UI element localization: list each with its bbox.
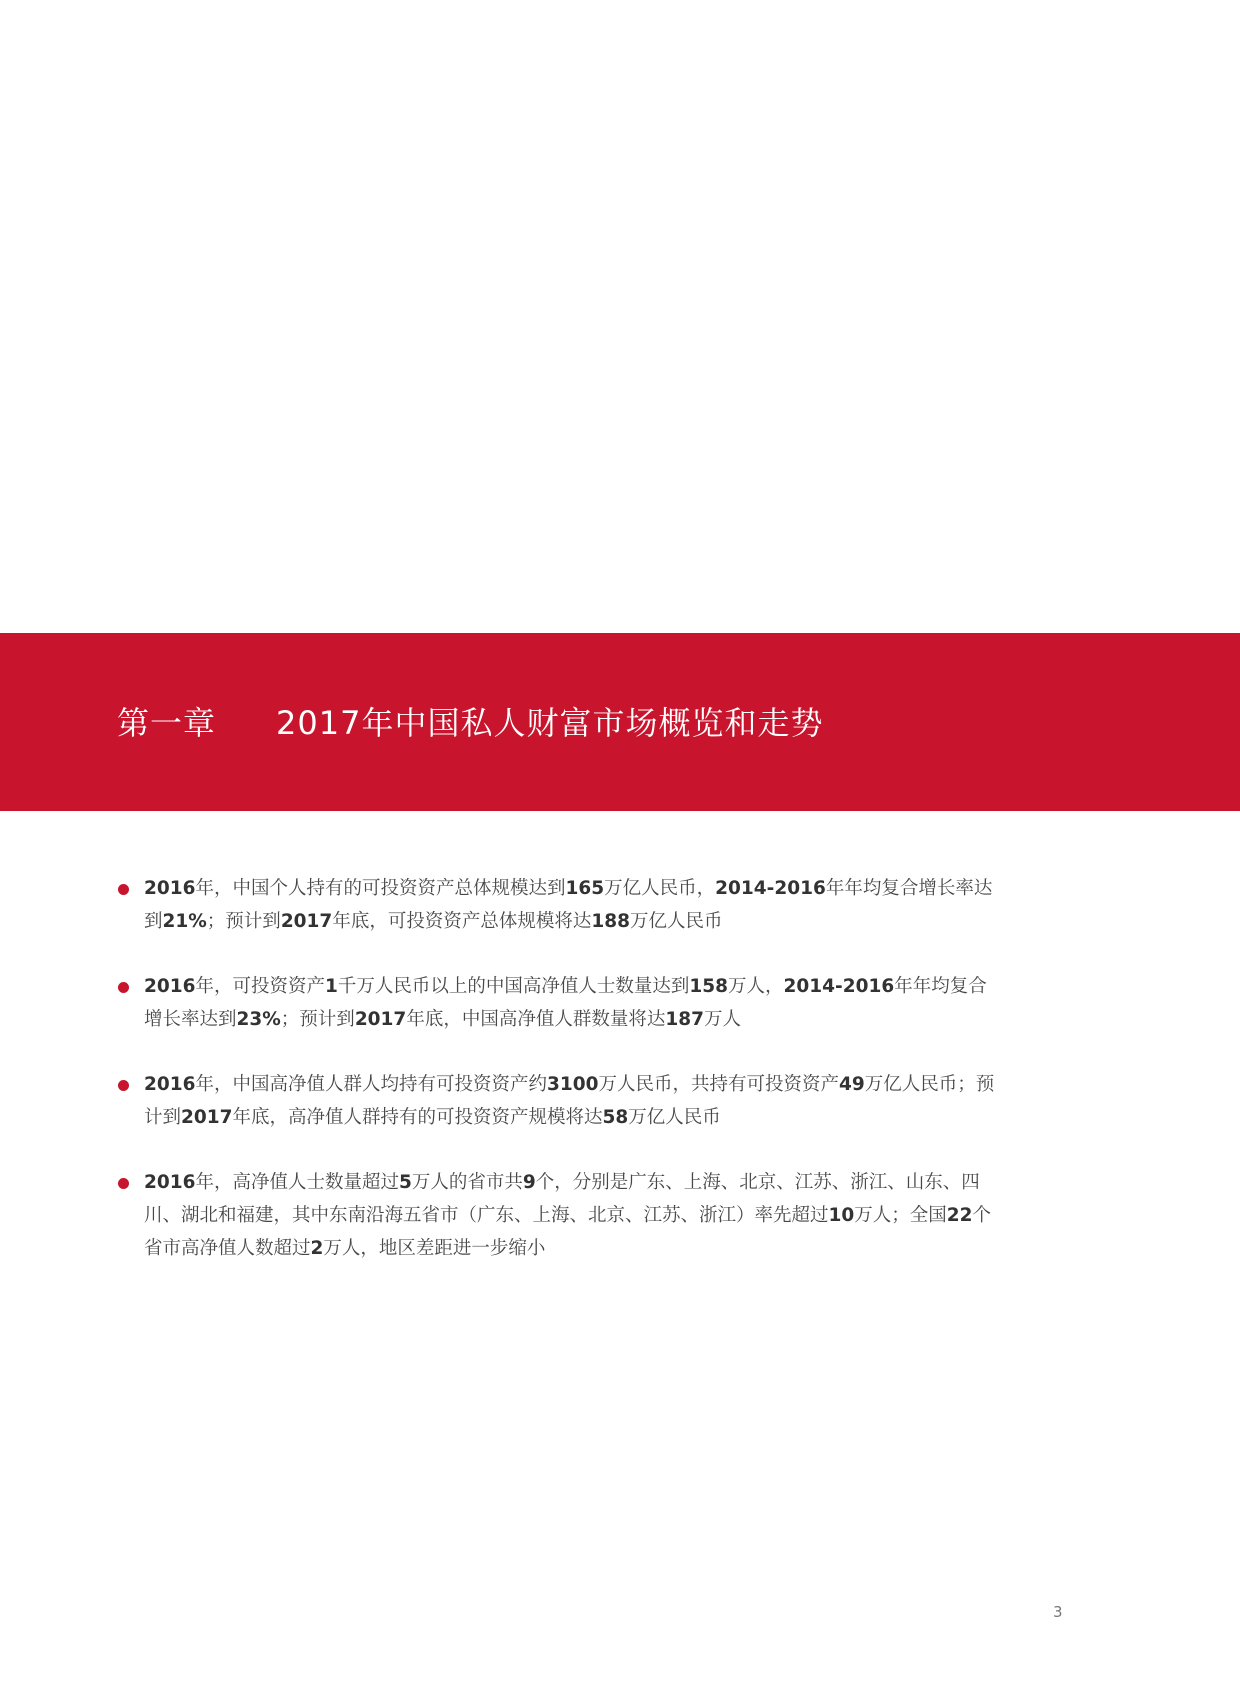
bullet-phrase: 年，中国个人持有的可投资资产总体规模达到	[195, 878, 566, 899]
bullet-item	[116, 1166, 1000, 1265]
bullet-figure: 2017	[354, 1009, 407, 1030]
bullet-figure: 2016	[144, 976, 196, 997]
bullet-item	[116, 1068, 1000, 1134]
bullet-phrase: 个，分别是广东、上海、北京、江苏、浙江、山东、四川、湖北和福建，其中东南沿海五省市（广东、上海、北京、江苏、浙江）率先超过	[144, 1172, 980, 1226]
bullet-phrase: 年，中国高净值人群人均持有可投资资产约	[195, 1074, 548, 1095]
bullet-figure: 188	[591, 911, 630, 932]
bullet-text	[144, 976, 987, 1030]
chapter-title: 2017年中国私人财富市场概览和走势	[276, 704, 824, 742]
bullet-figure: 23%	[236, 1009, 281, 1030]
bullet-phrase: 年底，中国高净值人群数量将达	[406, 1009, 666, 1030]
bullet-figure: 2016	[144, 878, 196, 899]
bullet-phrase: ；预计到	[206, 911, 281, 932]
bullet-dot-icon	[118, 1080, 129, 1091]
bullet-figure: 2017	[181, 1107, 233, 1128]
bullet-text	[144, 1172, 991, 1259]
bullet-phrase: 个省市高净值人数超过	[144, 1205, 992, 1259]
bullet-text	[144, 878, 992, 932]
bullet-figure: 9	[522, 1172, 536, 1193]
bullet-phrase: 年底，可投资资产总体规模将达	[332, 911, 592, 932]
bullet-figure: 3100	[547, 1074, 599, 1095]
bullet-figure: 2017	[280, 911, 333, 932]
bullet-phrase: 万人，	[728, 976, 784, 997]
bullet-figure: 49	[839, 1074, 865, 1095]
bullet-phrase: ；预计到	[280, 1009, 355, 1030]
bullet-dot-icon	[118, 884, 129, 895]
bullet-phrase: 年年均复合增长率达到	[144, 878, 993, 932]
bullet-figure: 2016	[144, 1074, 196, 1095]
bullet-phrase: 千万人民币以上的中国高净值人士数量达到	[337, 976, 690, 997]
bullet-figure: 187	[665, 1009, 704, 1030]
bullet-phrase: 年，可投资资产	[195, 976, 326, 997]
chapter-label: 第一章	[117, 704, 217, 742]
bullet-phrase: 万亿人民币，	[604, 878, 716, 899]
page-number: 3	[1053, 1603, 1063, 1621]
bullet-figure: 5	[399, 1172, 412, 1193]
bullet-phrase: 万人民币，共持有可投资资产	[598, 1074, 840, 1095]
bullet-phrase: 万亿人民币	[628, 1107, 721, 1128]
bullet-figure: 2014-2016	[715, 878, 826, 899]
bullet-item	[116, 970, 1000, 1036]
bullet-phrase: 万亿人民币；预计到	[144, 1074, 995, 1128]
bullet-figure: 158	[689, 976, 729, 997]
bullet-phrase: 年底，高净值人群持有的可投资资产规模将达	[232, 1107, 603, 1128]
bullet-phrase: 万亿人民币	[629, 911, 723, 932]
key-findings-list	[116, 872, 1000, 1297]
bullet-item	[116, 872, 1000, 938]
bullet-dot-icon	[118, 982, 129, 993]
bullet-phrase: 万人；全国	[854, 1205, 947, 1226]
bullet-figure: 1	[325, 976, 338, 997]
bullet-phrase: 年年均复合增长率达到	[144, 976, 987, 1030]
bullet-figure: 2	[310, 1238, 324, 1259]
bullet-phrase: 万人的省市共	[411, 1172, 523, 1193]
bullet-figure: 10	[828, 1205, 855, 1226]
bullet-phrase: 年，高净值人士数量超过	[195, 1172, 400, 1193]
bullet-figure: 22	[946, 1205, 973, 1226]
bullet-figure: 21%	[162, 911, 207, 932]
bullet-figure: 58	[602, 1107, 629, 1128]
bullet-figure: 2016	[144, 1172, 196, 1193]
bullet-dot-icon	[118, 1178, 129, 1189]
bullet-text	[144, 1074, 994, 1128]
bullet-figure: 2014-2016	[783, 976, 895, 997]
bullet-figure: 165	[565, 878, 605, 899]
bullet-phrase: 万人	[703, 1009, 741, 1030]
bullet-phrase: 万人，地区差距进一步缩小	[323, 1238, 546, 1259]
